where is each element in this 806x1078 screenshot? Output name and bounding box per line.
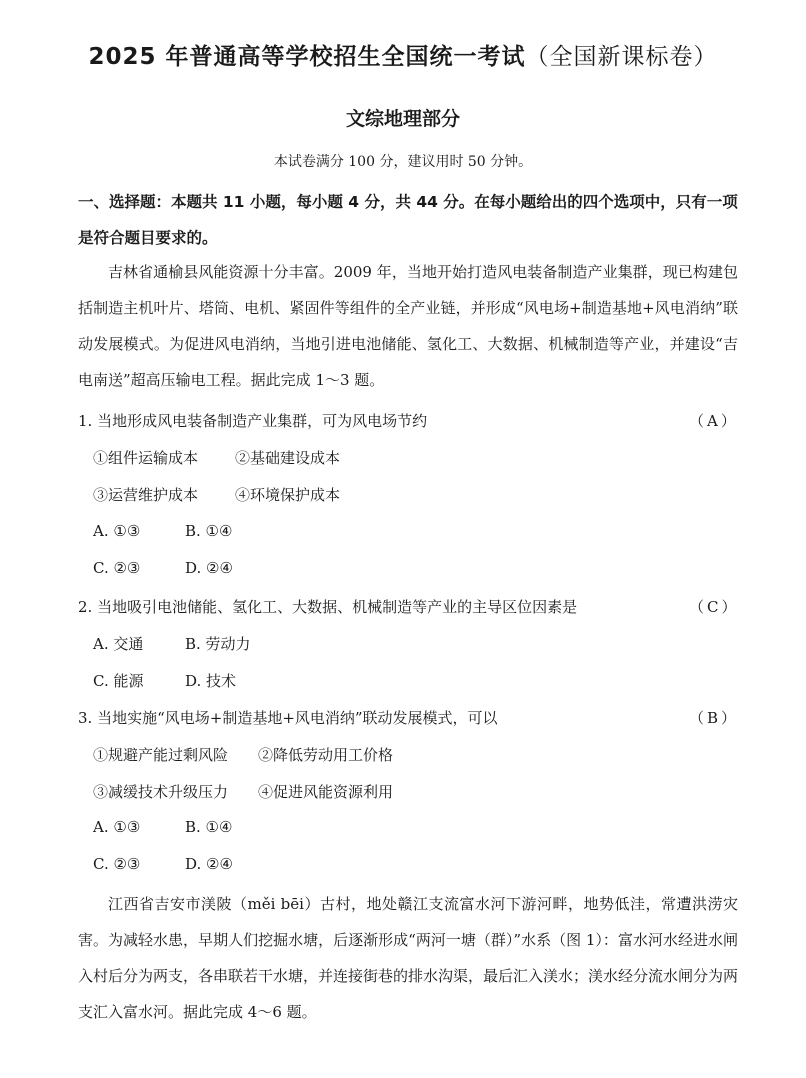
question-2-option-a: A. 交通 (93, 635, 144, 653)
question-3-answer: （B） (689, 709, 740, 727)
passage-2 (78, 886, 738, 1030)
exam-title (0, 38, 806, 71)
question-2-answer: （C） (689, 598, 740, 616)
question-3-stem: 3. 当地实施“风电场+制造基地+风电消纳”联动发展模式，可以 (78, 709, 498, 727)
question-1-answer: （A） (689, 412, 739, 430)
passage-1 (78, 254, 738, 398)
section-heading: 一、选择题：本题共 11 小题，每小题 4 分，共 44 分。在每小题给出的四个选项中，只有一项是符合题目要求的。 (78, 193, 738, 247)
question-3-item-3: ③减缓技术升级压力 (93, 783, 229, 801)
question-2-option-d: D. 技术 (185, 672, 237, 690)
question-3-item-2: ②降低劳动用工价格 (258, 746, 394, 764)
question-2-option-b: B. 劳动力 (185, 635, 251, 653)
question-1-option-a: A. ①③ (93, 522, 141, 540)
question-2-option-c: C. 能源 (93, 672, 144, 690)
question-1-option-c: C. ②③ (93, 559, 141, 577)
question-3-option-b: B. ①④ (185, 818, 233, 836)
question-2-stem: 2. 当地吸引电池储能、氢化工、大数据、机械制造等产业的主导区位因素是 (78, 598, 578, 616)
question-3-option-c: C. ②③ (93, 855, 141, 873)
question-1-stem: 1. 当地形成风电装备制造产业集群，可为风电场节约 (78, 412, 428, 430)
passage-2-text: 江西省吉安市渼陂（měi bēi）古村，地处赣江支流富水河下游河畔，地势低洼，常遭洪涝灾害。为减轻水患，早期人们挖掘水塘，后逐渐形成“两河一塘（群）”水系（图 1）：富水河水经进水闸入村后分为两支，各串联若干水塘，并连接街巷的排水沟渠，最后汇入渼水；渼水经分流水闸分为两支汇入富水河。据此完成 4～6 题。 (78, 895, 739, 1021)
question-1-option-b: B. ①④ (185, 522, 233, 540)
exam-title-main: 2025 年普通高等学校招生全国统一考试 (88, 44, 526, 70)
question-1-item-1: ①组件运输成本 (93, 449, 199, 467)
exam-subtitle: 文综地理部分 (345, 108, 460, 130)
question-1-item-2: ②基础建设成本 (235, 449, 341, 467)
exam-info: 本试卷满分 100 分，建议用时 50 分钟。 (273, 154, 533, 170)
exam-title-paren: （全国新课标卷） (525, 44, 718, 70)
question-3-item-1: ①规避产能过剩风险 (93, 746, 229, 764)
question-1-option-d: D. ②④ (185, 559, 233, 577)
question-3-item-4: ④促进风能资源利用 (258, 783, 394, 801)
passage-1-text: 吉林省通榆县风能资源十分丰富。2009 年，当地开始打造风电装备制造产业集群，现已构建包括制造主机叶片、塔筒、电机、紧固件等组件的全产业链，并形成“风电场+制造基地+风电消纳”联动发展模式。为促进风电消纳，当地引进电池储能、氢化工、大数据、机械制造等产业，并建设“吉电南送”超高压输电工程。据此完成 1～3 题。 (78, 263, 738, 389)
question-1-item-4: ④环境保护成本 (235, 486, 341, 504)
question-1-item-3: ③运营维护成本 (93, 486, 199, 504)
question-3-option-d: D. ②④ (185, 855, 233, 873)
question-3-option-a: A. ①③ (93, 818, 141, 836)
